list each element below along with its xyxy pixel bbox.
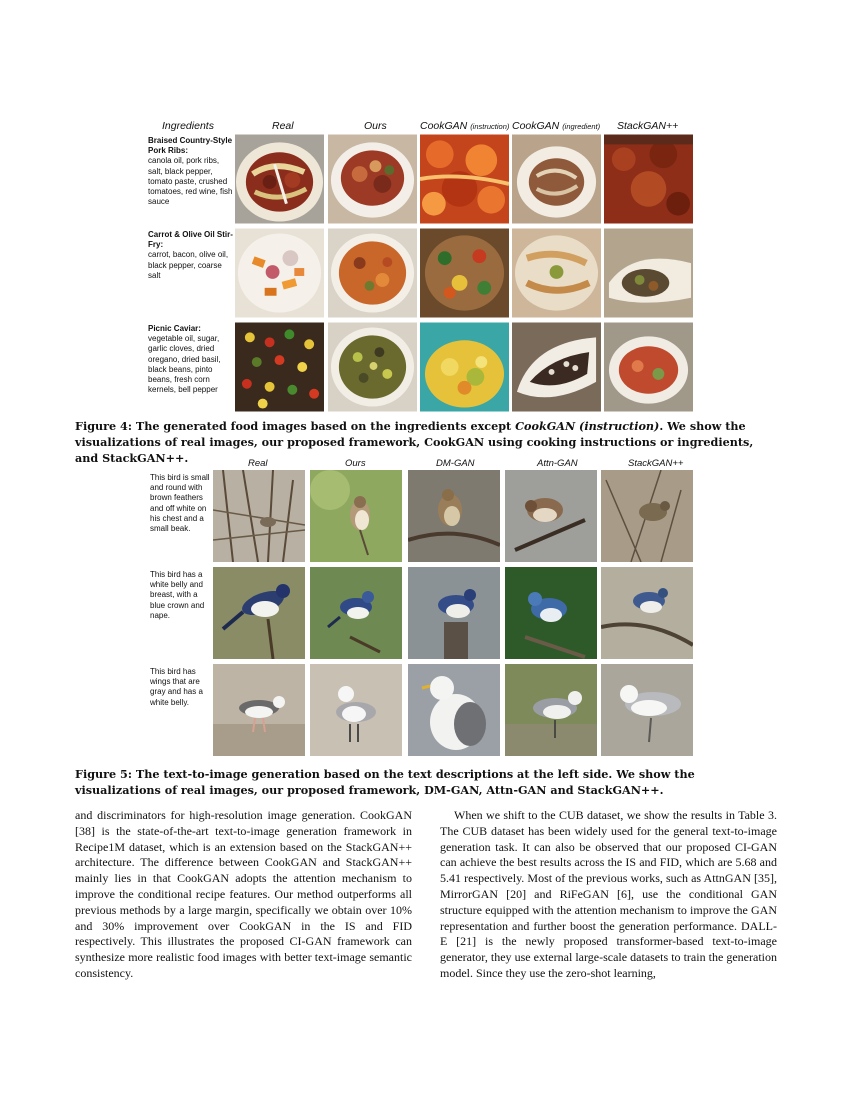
right-column-paragraph: When we shift to the CUB dataset, we show the results in Table 3. The CUB dataset has been widely used for the general text-to-image generation task. It can also be observed that our proposed CI-GAN can achieve the best results across the IS and FID, which are 5.68 and 5.41 respectively. Most of the previous works, such as AttnGAN [35], MirrorGAN [20] and RiFeGAN [6], use the conditional GAN structure equipped with the attention mechanism to improve the GAN representation and further boost the generation performance. DALL-E [21] is the newly proposed transformer-based text-to-image generator, they use external large-scale datasets to train the generation model. Since they use the zero-shot learning, — [440, 808, 777, 980]
figure-4-row-carrot-stir-fry — [148, 228, 708, 320]
food-image-cookgan-instruction — [420, 322, 509, 412]
recipe-ingredients: canola oil, pork ribs, salt, black pepper, tomato paste, crushed tomatoes, red wine, fish sauce — [148, 156, 233, 207]
bird-image-attngan — [505, 567, 597, 659]
bird-description: This bird is small and round with brown feathers and off white on his chest and a small beak. — [150, 473, 210, 534]
bird-image-dmgan — [408, 567, 500, 659]
bird-image-real — [213, 664, 305, 756]
recipe-title: Picnic Caviar: — [148, 324, 201, 333]
food-image-cookgan-ingredient — [512, 134, 601, 224]
figure-5-row-2 — [148, 567, 708, 659]
bird-image-attngan — [505, 664, 597, 756]
header-ingredients: Ingredients — [162, 120, 214, 132]
recipe-ingredients: carrot, bacon, olive oil, black pepper, coarse salt — [148, 250, 229, 280]
food-image-cookgan-ingredient — [512, 228, 601, 318]
bird-image-dmgan — [408, 470, 500, 562]
header-ours: Ours — [345, 458, 366, 469]
bird-image-stackgan — [601, 664, 693, 756]
food-image-cookgan-ingredient — [512, 322, 601, 412]
food-image-cookgan-instruction — [420, 134, 509, 224]
figure-4-row-pork-ribs — [148, 134, 708, 226]
ingredients-text — [148, 324, 234, 395]
header-real: Real — [248, 458, 268, 469]
bird-description: This bird has a white belly and breast, with a blue crown and nape. — [150, 570, 205, 620]
figure-5-row-3 — [148, 664, 708, 756]
bird-image-real — [213, 567, 305, 659]
recipe-title: Carrot & Olive Oil Stir-Fry: — [148, 230, 233, 250]
food-image-stackgan — [604, 228, 693, 318]
bird-image-dmgan — [408, 664, 500, 756]
header-ours: Ours — [364, 120, 387, 132]
recipe-title: Braised Country-Style Pork Ribs: — [148, 136, 233, 156]
bird-image-ours — [310, 664, 402, 756]
figure-5-column-headers — [148, 458, 708, 470]
figure-5-row-1 — [148, 470, 708, 562]
bird-image-stackgan — [601, 470, 693, 562]
figure-4-caption: Figure 4: The generated food images based on the ingredients except CookGAN (instruction). We show the visualizations of real images, our proposed framework, CookGAN using cooking instructions or ingredients, and StackGAN++. — [75, 419, 754, 465]
figure-4-row-picnic-caviar — [148, 322, 708, 414]
left-column-paragraph: and discriminators for high-resolution image generation. CookGAN [38] is the state-of-the-art text-to-image generation framework in Recipe1M dataset, which is an extension based on the StackGAN++ architecture. The difference between CookGAN and StackGAN++ mainly lies in that CookGAN adopts the attention mechanism to improve the conditional recipe features. Our method outperforms all previous methods by a large margin, specifically we obtain over 10% and 30% improvement over CookGAN in the IS and FID respectively. This illustrates the proposed CI-GAN framework can synthesize more realistic food images with better text-image semantic consistency. — [75, 808, 412, 980]
food-image-real — [235, 134, 324, 224]
body-left-column — [75, 808, 412, 982]
header-stackgan: StackGAN++ — [628, 458, 684, 469]
bird-image-stackgan — [601, 567, 693, 659]
food-image-real — [235, 228, 324, 318]
food-image-ours — [328, 322, 417, 412]
figure-5 — [148, 458, 708, 707]
ingredients-text — [148, 136, 234, 207]
figure-5-caption: Figure 5: The text-to-image generation based on the text descriptions at the left side. We show the visualizations of real images, our proposed framework, DM-GAN, Attn-GAN and StackGAN++. — [75, 767, 695, 797]
figure-4-column-headers — [148, 120, 708, 134]
bird-image-ours — [310, 470, 402, 562]
header-dmgan: DM-GAN — [436, 458, 475, 469]
header-real: Real — [272, 120, 294, 132]
food-image-stackgan — [604, 134, 693, 224]
header-cookgan-instruction: CookGAN (instruction) — [420, 120, 510, 132]
food-image-real — [235, 322, 324, 412]
header-attngan: Attn-GAN — [537, 458, 578, 469]
header-cookgan-ingredient: CookGAN (ingredient) — [512, 120, 601, 132]
ingredients-text — [148, 230, 234, 281]
bird-description: This bird has wings that are gray and has a white belly. — [150, 667, 203, 707]
bird-image-attngan — [505, 470, 597, 562]
food-image-cookgan-instruction — [420, 228, 509, 318]
food-image-stackgan — [604, 322, 693, 412]
bird-image-ours — [310, 567, 402, 659]
body-right-column — [440, 808, 777, 982]
recipe-ingredients: vegetable oil, sugar, garlic cloves, dried oregano, dried basil, black beans, pinto beans, fresh corn kernels, bell pepper — [148, 334, 221, 395]
bird-image-real — [213, 470, 305, 562]
figure-4 — [148, 120, 708, 395]
food-image-ours — [328, 228, 417, 318]
food-image-ours — [328, 134, 417, 224]
header-stackgan: StackGAN++ — [617, 120, 679, 132]
